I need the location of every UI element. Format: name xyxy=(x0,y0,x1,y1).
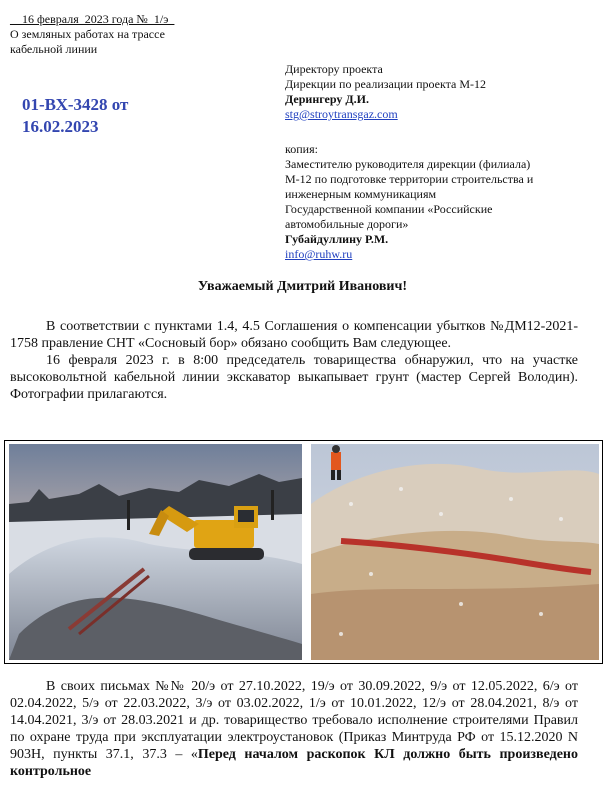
photo-panel xyxy=(4,440,603,664)
copy-email-link[interactable]: info@ruhw.ru xyxy=(285,247,353,261)
date-number-line: __16 февраля_2023 года №_1/э_ xyxy=(10,12,175,26)
subject-line-2: кабельной линии xyxy=(10,42,98,56)
recipient-name: Дерингеру Д.И. xyxy=(285,92,369,106)
registration-stamp xyxy=(22,94,128,138)
body-bottom xyxy=(10,678,578,780)
recipient-title: Директору проекта xyxy=(285,62,383,76)
letter-header xyxy=(10,12,270,57)
recipient-dept: Дирекции по реализации проекта М-12 xyxy=(285,77,487,91)
copy-name: Губайдуллину Р.М. xyxy=(285,232,389,246)
copy-label: копия: xyxy=(285,142,318,156)
recipient-email-link[interactable]: stg@stroytransgaz.com xyxy=(285,107,398,121)
stamp-line-1: 01-ВХ-3428 от xyxy=(22,95,129,114)
paragraph-3 xyxy=(10,678,578,780)
excavator-photo xyxy=(9,444,302,660)
paragraph-3-bold: Перед началом раскопок КЛ должно быть произведено контрольное xyxy=(10,747,578,779)
greeting: Уважаемый Дмитрий Иванович! xyxy=(197,279,408,294)
subject-line-1: О земляных работах на трассе xyxy=(10,27,165,41)
copy-line-4: Государственной компании «Российские xyxy=(285,202,493,216)
copy-line-1: Заместителю руководителя дирекции (филиала) xyxy=(285,157,531,171)
cable-trench-image xyxy=(311,444,599,660)
body-top xyxy=(10,318,578,403)
copy-line-2: М-12 по подготовке территории строительства и xyxy=(285,172,534,186)
copy-line-3: инженерным коммуникациям xyxy=(285,187,437,201)
exposed-cable-photo xyxy=(311,444,599,660)
copy-block xyxy=(285,142,585,262)
paragraph-3-text: В своих письмах №№ 20/э от 27.10.2022, 19/э от 30.09.2022, 9/э от 12.05.2022, 6/э от 02.04.2022, 5/э от 22.03.2022, 3/э от 03.02.2022, 1/э от 10.01.2022, 12/э от 28.04.2021, 8/э от 14.04.2021, 3/э от 28.03.2021 и др. товарищество требовало исполнение строителями Правил по охране труда при эксплуатации электроустановок (Приказ Минтруда РФ от 15.12.2020 N 903Н, пункты 37.1, 37.3 – « xyxy=(10,679,578,762)
recipient-block xyxy=(285,62,585,122)
paragraph-2: 16 февраля 2023 г. в 8:00 председатель товарищества обнаружил, что на участке высоковольтной кабельной линии экскаватор выкапывает грунт (мастер Сергей Володин). Фотографии прилагаются. xyxy=(10,353,578,402)
paragraph-1: В соответствии с пунктами 1.4, 4.5 Соглашения о компенсации убытков №ДМ12-2021-1758 правление СНТ «Сосновый бор» обязано сообщить Вам следующее. xyxy=(10,319,578,351)
copy-line-5: автомобильные дороги» xyxy=(285,217,409,231)
excavator-scene-image xyxy=(9,444,302,660)
stamp-line-2: 16.02.2023 xyxy=(22,117,99,136)
